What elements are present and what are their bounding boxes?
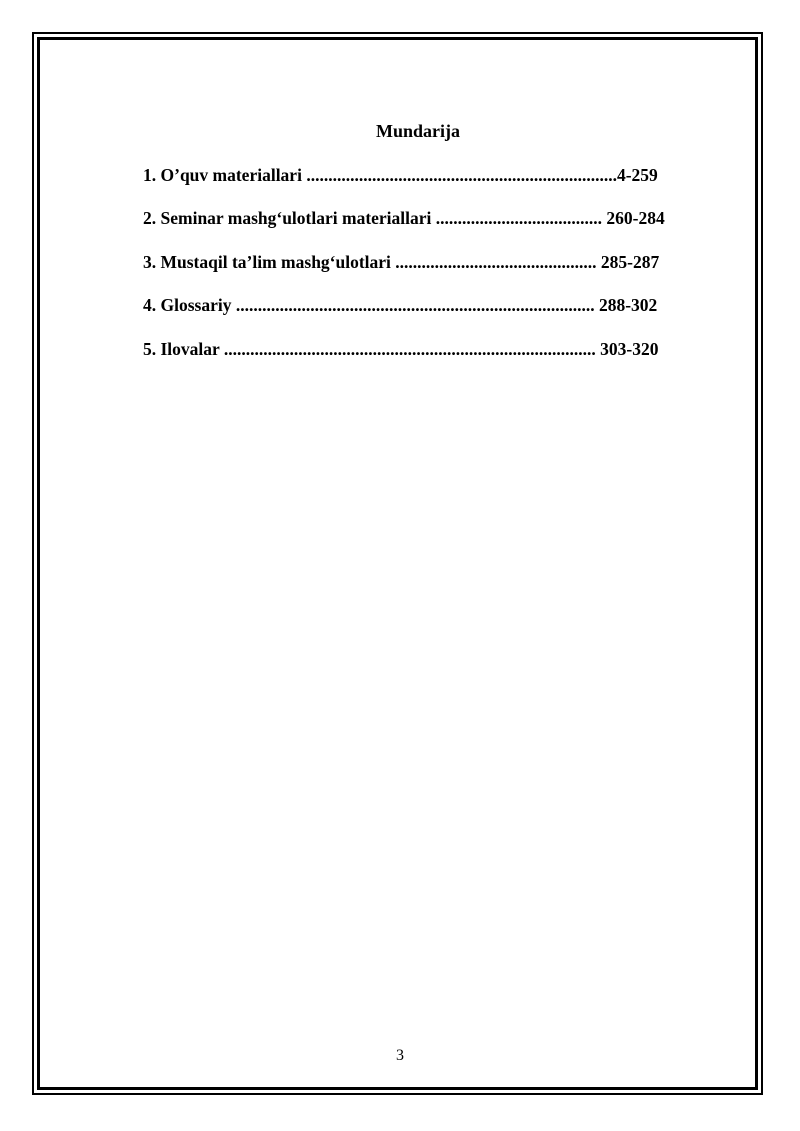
toc-entry-pages: 288-302: [594, 295, 658, 315]
toc-entry[interactable]: [143, 164, 658, 186]
toc-entry-leader: ......................................: [435, 208, 603, 228]
toc-entry-leader: ..................................................................................: [235, 295, 595, 315]
page-border-inner: [37, 37, 758, 1090]
toc-entry-label: 3. Mustaqil ta’lim mashg‘ulotlari: [143, 252, 396, 272]
toc-entry-leader: ..............................................: [395, 252, 597, 272]
toc-entry-leader: .......................................................................: [306, 165, 617, 185]
toc-entry[interactable]: [143, 251, 659, 273]
toc-entry[interactable]: [143, 207, 665, 229]
page-number: 3: [396, 1047, 404, 1064]
toc-entry-leader: .....................................................................................: [223, 339, 596, 359]
toc-entry-pages: 303-320: [595, 339, 659, 359]
toc-entry[interactable]: [143, 338, 658, 360]
toc-entry-label: 5. Ilovalar: [143, 339, 224, 359]
toc-entry-pages: 285-287: [596, 252, 660, 272]
toc-entry-label: 1. O’quv materiallari: [143, 165, 307, 185]
toc-entry-label: 4. Glossariy: [143, 295, 236, 315]
toc-entry[interactable]: [143, 294, 657, 316]
toc-entry-label: 2. Seminar mashg‘ulotlari materiallari: [143, 208, 436, 228]
toc-title: Mundarija: [375, 121, 460, 141]
toc-entry-pages: 260-284: [602, 208, 665, 228]
toc-entry-pages: 4-259: [616, 165, 658, 185]
